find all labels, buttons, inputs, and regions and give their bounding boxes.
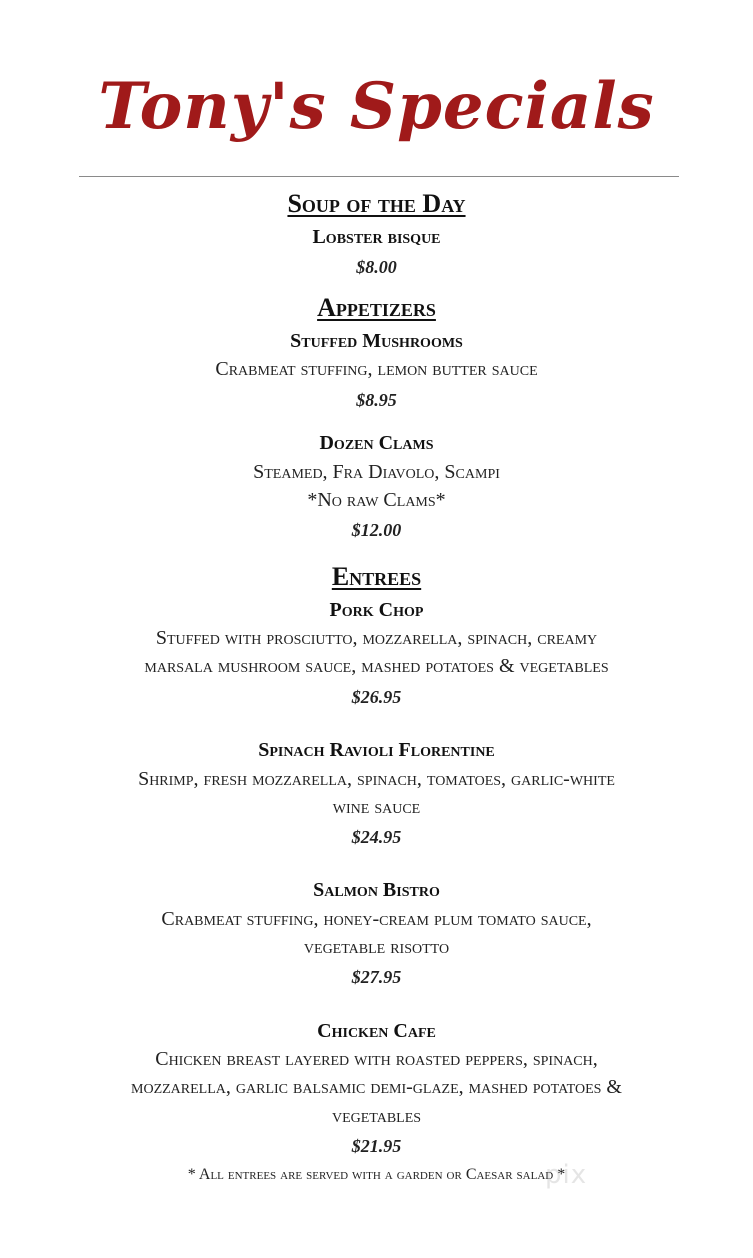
watermark: pix (545, 1160, 588, 1190)
menu-title: Tony's Specials (98, 69, 655, 144)
item-desc-dozen-clams-line2: *No raw Clams* (307, 489, 446, 511)
item-price-dozen-clams: $12.00 (351, 520, 402, 540)
item-name-stuffed-mushrooms: Stuffed Mushrooms (290, 330, 463, 352)
item-desc-salmon-bistro-line1: Crabmeat stuffing, honey-cream plum tomato sauce, (161, 908, 592, 930)
item-price-lobster-bisque: $8.00 (356, 257, 397, 277)
item-name-salmon-bistro: Salmon Bistro (313, 879, 440, 901)
item-desc-chicken-cafe-line3: vegetables (331, 1105, 422, 1127)
item-price-salmon-bistro: $27.95 (351, 967, 402, 987)
item-desc-spinach-ravioli-line2: wine sauce (332, 796, 421, 818)
section-heading-soup: Soup of the Day (287, 189, 466, 218)
item-desc-spinach-ravioli-line1: Shrimp, fresh mozzarella, spinach, tomatoes, garlic-white (138, 768, 615, 790)
item-price-chicken-cafe: $21.95 (351, 1136, 402, 1156)
item-desc-salmon-bistro-line2: vegetable risotto (303, 936, 450, 958)
item-name-chicken-cafe: Chicken Cafe (317, 1020, 436, 1042)
item-name-spinach-ravioli: Spinach Ravioli Florentine (258, 739, 495, 761)
item-desc-chicken-cafe-line2: mozzarella, garlic balsamic demi-glaze, mashed potatoes & (131, 1076, 622, 1098)
item-desc-pork-chop-line2: marsala mushroom sauce, mashed potatoes & vegetables (144, 655, 609, 677)
item-name-lobster-bisque: Lobster bisque (312, 226, 441, 248)
item-desc-stuffed-mushrooms: Crabmeat stuffing, lemon butter sauce (215, 358, 538, 380)
item-desc-pork-chop-line1: Stuffed with prosciutto, mozzarella, spinach, creamy (155, 627, 598, 649)
section-heading-appetizers: Appetizers (317, 293, 436, 322)
item-price-pork-chop: $26.95 (351, 687, 402, 707)
item-price-spinach-ravioli: $24.95 (351, 827, 402, 847)
item-desc-chicken-cafe-line1: Chicken breast layered with roasted peppers, spinach, (155, 1048, 598, 1070)
item-name-dozen-clams: Dozen Clams (319, 432, 434, 454)
section-heading-entrees: Entrees (331, 562, 422, 591)
item-desc-dozen-clams-line1: Steamed, Fra Diavolo, Scampi (253, 461, 500, 483)
item-name-pork-chop: Pork Chop (329, 599, 424, 621)
entrees-footnote: * All entrees are served with a garden or Caesar salad * (187, 1166, 566, 1183)
title-divider (79, 176, 679, 177)
item-price-stuffed-mushrooms: $8.95 (356, 390, 397, 410)
